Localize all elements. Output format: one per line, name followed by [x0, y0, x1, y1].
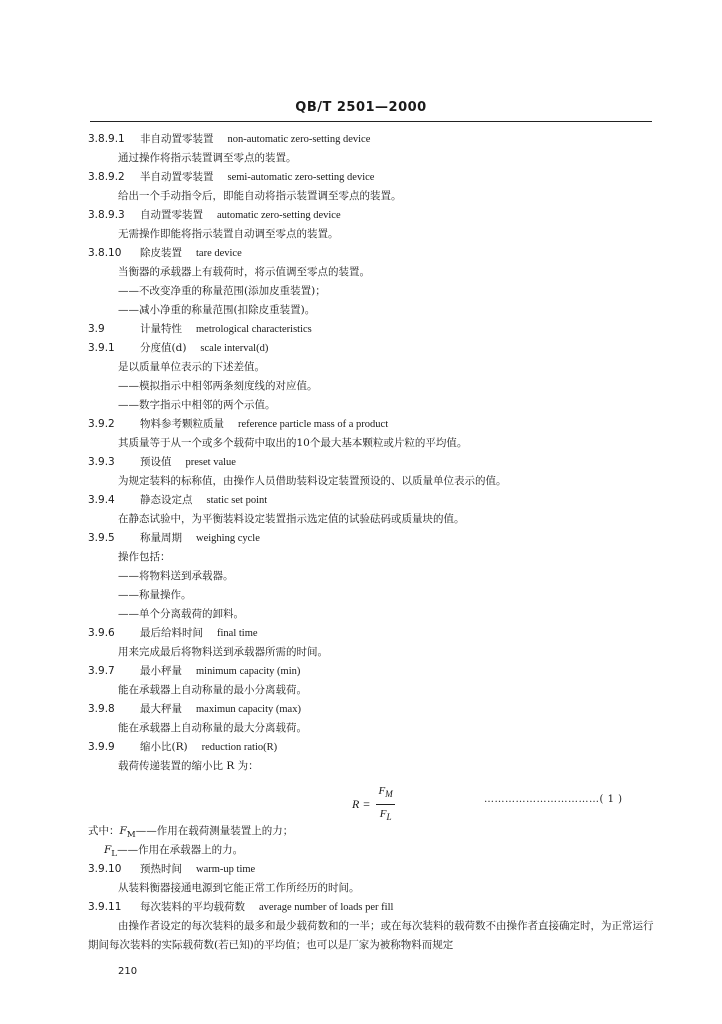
- clause-number: 3.9: [88, 323, 105, 335]
- clause-term-en: reduction ratio(R): [201, 742, 278, 753]
- clause-heading: [88, 244, 662, 263]
- clause-term-en: preset value: [185, 457, 236, 468]
- clause-term-cn: 最小秤量: [140, 665, 182, 677]
- header-rule: [90, 121, 652, 122]
- clause-body-line: 从装料衡器接通电源到它能正常工作所经历的时间。: [118, 882, 360, 894]
- clause-heading: [88, 529, 662, 548]
- clause-number: 3.9.4: [88, 494, 115, 506]
- clause-term-cn: 非自动置零装置: [140, 133, 214, 145]
- clause-term-cn: 预热时间: [140, 863, 182, 875]
- where-line-2: $F_L——$作用在承载器上的力。: [104, 844, 244, 860]
- clause-body-line: ——将物料送到承载器。: [118, 570, 234, 582]
- clause-heading: [88, 700, 662, 719]
- clause-body-line: 能在承载器上自动称量的最小分离载荷。: [118, 684, 307, 696]
- formula-fraction: [376, 782, 394, 827]
- clause-heading: [88, 453, 662, 472]
- where-line-1: 式中：$F_M——$作用在载荷测量装置上的力；: [88, 825, 294, 841]
- clause-number: 3.9.10: [88, 863, 122, 875]
- clause-term-cn: 半自动置零装置: [140, 171, 214, 183]
- clause-number: 3.9.7: [88, 665, 115, 677]
- clause-term-cn: 自动置零装置: [140, 209, 203, 221]
- clause-number: 3.9.11: [88, 901, 122, 913]
- clause-number: 3.8.9.3: [88, 209, 125, 221]
- clause-term-cn: 预设值: [140, 456, 172, 468]
- page-number: 210: [118, 966, 138, 977]
- clause-term-en: automatic zero-setting device: [217, 210, 341, 221]
- clause-number: 3.9.9: [88, 741, 115, 753]
- formula-number-label: ( 1 ): [599, 794, 623, 805]
- clause-number: 3.9.5: [88, 532, 115, 544]
- clause-term-cn: 静态设定点: [140, 494, 193, 506]
- formula-number: [484, 790, 623, 809]
- formula-1: [88, 776, 662, 822]
- clause-body-line: 通过操作将指示装置调至零点的装置。: [118, 152, 297, 164]
- clause-body-line: 在静态试验中，为平衡装料设定装置指示选定值的试验砝码或质量块的值。: [118, 513, 465, 525]
- clause-term-cn: 缩小比(R): [140, 741, 188, 753]
- clause-term-en: semi-automatic zero-setting device: [227, 172, 375, 183]
- formula-leader: ……………………………: [484, 794, 600, 805]
- standard-header: QB/T 2501—2000: [295, 100, 427, 115]
- clause-body-line: 给出一个手动指令后，即能自动将指示装置调至零点的装置。: [118, 190, 402, 202]
- clause-heading: [88, 130, 662, 149]
- clause-heading: [88, 339, 662, 358]
- clause-term-en: metrological characteristics: [196, 324, 312, 335]
- clause-number: 3.9.2: [88, 418, 115, 430]
- formula-lhs: R =: [352, 797, 371, 812]
- formula-denominator: $F_L$: [379, 808, 392, 823]
- document-body: [88, 130, 662, 955]
- clause-list-continued: [88, 860, 662, 917]
- clause-term-cn: 分度值(d): [140, 342, 187, 354]
- clause-term-en: tare device: [196, 248, 242, 259]
- clause-term-en: warm-up time: [196, 864, 256, 875]
- clause-heading: [88, 415, 662, 434]
- clause-number: 3.8.9.2: [88, 171, 125, 183]
- clause-term-cn: 物料参考颗粒质量: [140, 418, 224, 430]
- clause-number: 3.8.10: [88, 247, 122, 259]
- clause-list: [88, 130, 662, 776]
- clause-term-en: maximun capacity (max): [196, 704, 301, 715]
- clause-term-en: average number of loads per fill: [259, 902, 394, 913]
- clause-body-line: ——称量操作。: [118, 589, 192, 601]
- clause-body-line: ——不改变净重的称量范围(添加皮重装置)；: [118, 285, 326, 297]
- clause-body-line: 操作包括：: [118, 551, 171, 563]
- clause-body-line: 当衡器的承载器上有载荷时，将示值调至零点的装置。: [118, 266, 370, 278]
- clause-term-cn: 称量周期: [140, 532, 182, 544]
- clause-heading: [88, 662, 662, 681]
- clause-term-cn: 除皮装置: [140, 247, 182, 259]
- clause-body-line: 用来完成最后将物料送到承载器所需的时间。: [118, 646, 328, 658]
- clause-number: 3.9.1: [88, 342, 115, 354]
- clause-body-line: 无需操作即能将指示装置自动调至零点的装置。: [118, 228, 339, 240]
- clause-heading: [88, 738, 662, 757]
- clause-term-en: final time: [217, 628, 258, 639]
- clause-heading: [88, 491, 662, 510]
- clause-term-en: minimum capacity (min): [196, 666, 301, 677]
- clause-term-cn: 每次装料的平均载荷数: [140, 901, 245, 913]
- clause-number: 3.9.3: [88, 456, 115, 468]
- clause-term-cn: 最后给料时间: [140, 627, 203, 639]
- clause-term-en: non-automatic zero-setting device: [227, 134, 371, 145]
- clause-number: 3.9.6: [88, 627, 115, 639]
- formula-numerator: $F_M$: [376, 782, 394, 805]
- clause-heading: [88, 168, 662, 187]
- clause-number: 3.9.8: [88, 703, 115, 715]
- final-paragraph: 由操作者设定的每次装料的最多和最少载荷数和的一半；或在每次装料的载荷数不由操作者直接确定时，为正常运行期间每次装料的实际载荷数(若已知)的平均值；也可以是厂家为被称物料而规定: [88, 920, 654, 951]
- clause-number: 3.8.9.1: [88, 133, 125, 145]
- clause-term-en: scale interval(d): [200, 343, 269, 354]
- clause-term-cn: 计量特性: [140, 323, 182, 335]
- formula-expression: [352, 782, 395, 827]
- clause-heading: [88, 860, 662, 879]
- clause-term-cn: 最大秤量: [140, 703, 182, 715]
- clause-body-line: 载荷传递装置的缩小比 R 为：: [118, 760, 259, 772]
- clause-body-line: 其质量等于从一个或多个载荷中取出的10个最大基本颗粒或片粒的平均值。: [118, 437, 468, 449]
- clause-heading: [88, 206, 662, 225]
- clause-term-en: weighing cycle: [196, 533, 260, 544]
- clause-heading: [88, 898, 662, 917]
- clause-heading: [88, 624, 662, 643]
- clause-body-line: ——数字指示中相邻的两个示值。: [118, 399, 276, 411]
- clause-body-line: 是以质量单位表示的下述差值。: [118, 361, 265, 373]
- clause-heading: [88, 320, 662, 339]
- clause-term-en: reference particle mass of a product: [238, 419, 389, 430]
- clause-body-line: ——单个分离载荷的卸料。: [118, 608, 244, 620]
- clause-body-line: 为规定装料的标称值，由操作人员借助装料设定装置预设的、以质量单位表示的值。: [118, 475, 507, 487]
- clause-term-en: static set point: [206, 495, 268, 506]
- clause-body-line: ——减小净重的称量范围(扣除皮重装置)。: [118, 304, 316, 316]
- clause-body-line: 能在承载器上自动称量的最大分离载荷。: [118, 722, 307, 734]
- clause-body-line: ——模拟指示中相邻两条刻度线的对应值。: [118, 380, 318, 392]
